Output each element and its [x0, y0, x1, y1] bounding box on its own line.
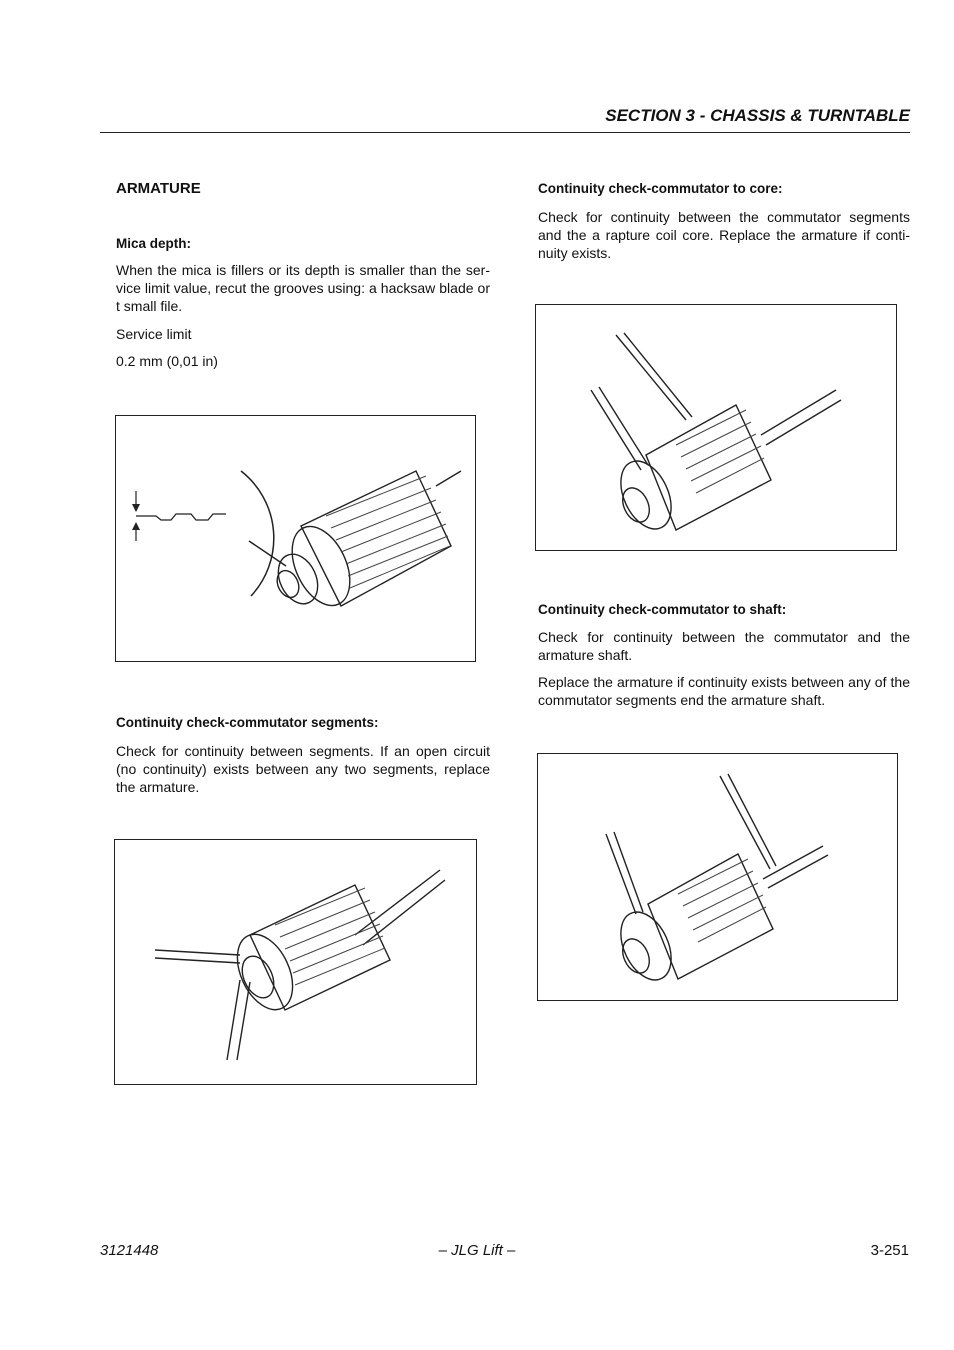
- segments-text: Check for continuity between segments. If an open circuit (no continuity) exists between any two segments, replace the armature.: [116, 743, 490, 795]
- service-limit-value: 0.2 mm (0,01 in): [116, 353, 218, 369]
- shaft-text-2: Replace the armature if continuity exists between any of the commutator segments end the armature shaft.: [538, 674, 910, 708]
- footer-page-number: 3-251: [870, 1242, 909, 1259]
- armature-mica-illustration: [116, 416, 475, 661]
- footer-center: – JLG Lift –: [438, 1242, 516, 1259]
- armature-core-illustration: [536, 305, 896, 550]
- core-figure: [535, 304, 897, 551]
- armature-shaft-illustration: [538, 754, 897, 1000]
- mica-depth-text: When the mica is fillers or its depth is smaller than the ser-vice limit value, recut the grooves using: a hacksaw blade or t small file.: [116, 262, 490, 314]
- core-text: Check for continuity between the commutator segments and the a rapture coil core. Replace the armature if conti-nuity exists.: [538, 209, 910, 261]
- shaft-text-1: Check for continuity between the commutator and the armature shaft.: [538, 629, 910, 663]
- shaft-figure: [537, 753, 898, 1001]
- mica-depth-figure: [115, 415, 476, 662]
- armature-segments-illustration: [115, 840, 476, 1084]
- footer-doc-number: 3121448: [100, 1242, 159, 1259]
- shaft-heading: Continuity check-commutator to shaft:: [538, 602, 787, 617]
- section-header: SECTION 3 - CHASSIS & TURNTABLE: [605, 106, 910, 125]
- service-limit-label: Service limit: [116, 326, 192, 342]
- core-heading: Continuity check-commutator to core:: [538, 181, 783, 196]
- armature-heading: ARMATURE: [116, 180, 201, 197]
- segments-heading: Continuity check-commutator segments:: [116, 715, 379, 730]
- header-rule: [100, 132, 910, 133]
- segments-figure: [114, 839, 477, 1085]
- mica-depth-heading: Mica depth:: [116, 236, 192, 251]
